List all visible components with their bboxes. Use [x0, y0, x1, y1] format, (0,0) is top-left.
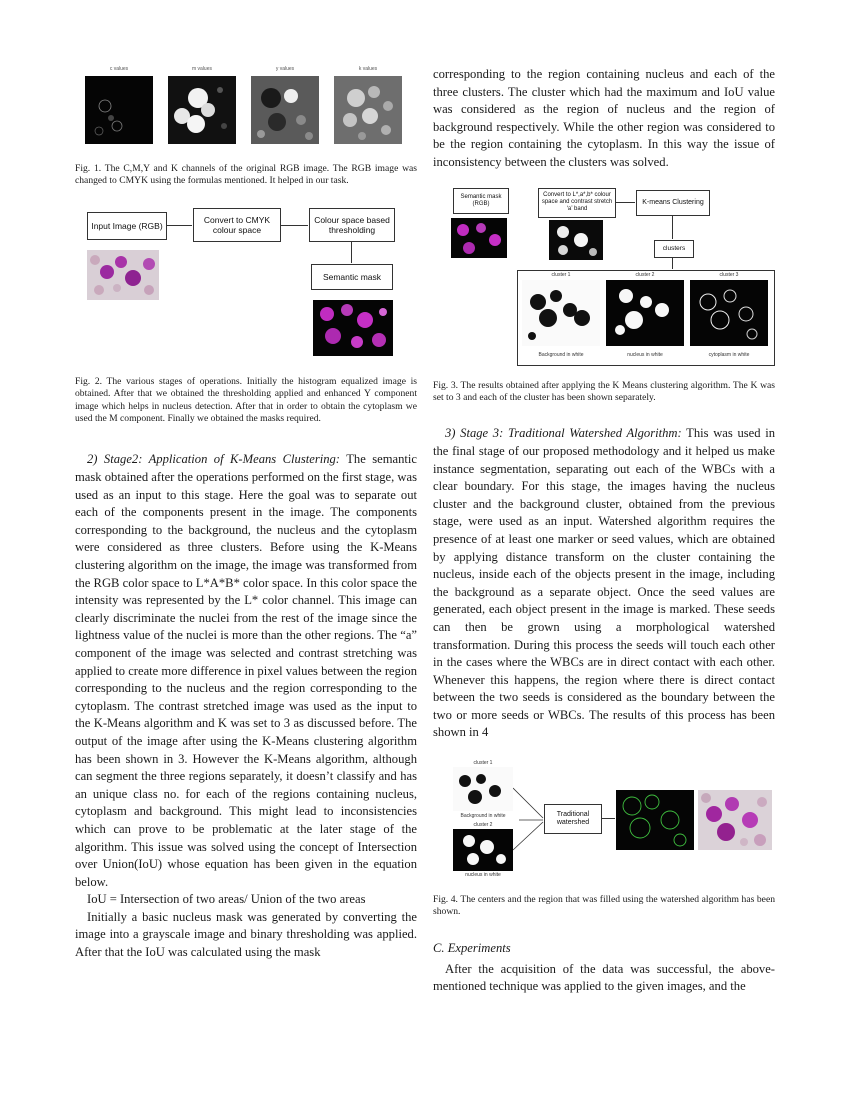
kmeans-label: K-means Clustering [642, 199, 704, 207]
cluster-3-title: cluster 3 [719, 271, 739, 278]
fig4-connector [513, 780, 545, 860]
fig4-bottom-title: cluster 2 [473, 822, 493, 829]
fig3-arrow-3 [672, 257, 673, 269]
fig3-contrast-image [549, 220, 603, 260]
stage3-paragraph [433, 425, 775, 742]
channel-label-m: m values [191, 66, 212, 72]
semantic-mask-label: Semantic mask [322, 271, 382, 282]
figure-1 [75, 66, 417, 158]
arrow-3 [351, 241, 352, 263]
watershed-box [544, 804, 602, 834]
stage2-paragraph [75, 451, 417, 891]
figure-4 [433, 760, 775, 882]
semantic-mask-rgb-label: Semantic mask (RGB) [460, 193, 502, 207]
fig3-semantic-mask-image [451, 218, 507, 258]
right-column [433, 66, 775, 996]
input-image-label: Input Image (RGB) [91, 220, 163, 231]
fig4-top-caption: Background in white [460, 813, 506, 820]
experiments-heading: C. Experiments [433, 940, 511, 955]
stage2-heading: 2) Stage2: Application of K-Means Clustering: [87, 452, 341, 467]
fig3-arrow-1 [615, 202, 635, 203]
cluster-3-caption: cytoplasm in white [708, 351, 750, 358]
figure-3 [433, 188, 775, 366]
c-channel-image [85, 76, 153, 144]
clusters-label: clusters [662, 245, 686, 253]
fig4-bottom-caption: nucleus in white [465, 872, 501, 879]
fig4-arrow [601, 818, 615, 819]
semantic-mask-box [311, 264, 393, 290]
fig4-cluster-1-image [453, 767, 513, 811]
figure-2 [75, 208, 417, 370]
kmeans-box [636, 190, 710, 216]
stage2-paragraph-3: Initially a basic nucleus mask was generated by converting the image into a grayscale image and binary thresholding was applied. After that the IoU was calculated using the mask [75, 909, 417, 960]
cluster-3-image [690, 280, 768, 346]
arrow-2 [280, 225, 308, 226]
iou-equation: IoU = Intersection of two areas/ Union of the two areas [87, 892, 366, 907]
cluster-2-image [606, 280, 684, 346]
experiments-paragraph: After the acquisition of the data was successful, the above-mentioned technique was applied to the given images, and the [433, 961, 775, 994]
fig3-arrow-2 [672, 215, 673, 239]
figure-3-caption: Fig. 3. The results obtained after applying the K Means clustering algorithm. The K was set to 3 and each of the cluster has been shown separately. [433, 379, 775, 403]
convert-lab-box [538, 188, 616, 218]
final-blood-smear-image [698, 790, 772, 850]
semantic-mask-image [313, 300, 393, 356]
input-blood-smear-image [87, 250, 159, 300]
figure-2-caption: Fig. 2. The various stages of operations. Initially the histogram equalized image is obtained. After that we obtained the thresholding applied and enhanced Y component image which helps in nucleus detection. After that in order to obtain the cytoplasm we used the M component. Finally we obtained the masks required. [75, 375, 417, 425]
channel-label-k: k values [358, 66, 378, 72]
fig4-top-title: cluster 1 [473, 760, 493, 767]
continued-paragraph: corresponding to the region containing nucleus and each of the three clusters. The cluster which had the maximum and IoU value was considered as the region of nucleus and the region of background respectively. While the other region was considered to be the region containing the cytoplasm. In this way the issue of inconsistency between the clusters was solved. [433, 67, 775, 169]
m-channel-image [168, 76, 236, 144]
stage3-heading: 3) Stage 3: Traditional Watershed Algorithm: [445, 426, 682, 441]
figure-4-caption: Fig. 4. The centers and the region that was filled using the watershed algorithm has been shown. [433, 894, 775, 918]
thresholding-box [309, 208, 395, 242]
input-image-box [87, 212, 167, 240]
arrow-1 [166, 225, 192, 226]
watershed-label: Traditional watershed [556, 811, 590, 827]
channel-label-y: y values [275, 66, 295, 72]
convert-lab-label: Convert to L*,a*,b* colour space and contrast stretch ‘a’ band [541, 192, 613, 213]
cluster-2-title: cluster 2 [635, 271, 655, 278]
k-channel-image [334, 76, 402, 144]
clusters-box [654, 240, 694, 258]
convert-cmyk-box [193, 208, 281, 242]
cluster-1-image [522, 280, 600, 346]
fig4-cluster-2-image [453, 829, 513, 871]
stage2-text: The semantic mask obtained after the operations performed on the first stage, was used as an input to this stage. Here the goal was to separate out each of the components present in the image. The components corresponding to the background, the nucleus and the cytoplasm were considered as three clusters. Before using the K-Means clustering algorithm on the image, the image was transformed from the RGB color space to L*A*B* color space. In this color space the intensity was represented by the L* color channel. This image can clearly discriminate the nuclei from the rest of the image since the lightness value of the nuclei is more than the other regions. The “a” component of the image was selected and contrast stretching was applied to create more difference in pixel values between the region corresponding to the nucleus and the region corresponding to the cytoplasm. The contrast stretched image was used as the input to the K-Means algorithm and K was set to 3 as discussed before. The output of the image after using the K-Means clustering algorithm has been shown in 3. However the K-Means algorithm, although can segment the three regions separately, it doesn’t classify and has an unique class no. for each of the regions containing nucleus, cytoplasm and background. This might lead to inconsistencies which can prove to be problematic at the later stage of the algorithm. This issue was solved using the concept of Intersection over Union(IoU) whose equation has been given in the equation below. [75, 452, 417, 889]
stage3-text: This was used in the final stage of our proposed methodology and it helped us make instance segmentation, separating out each of the WBCs with a clear boundary. For this stage, the images having the nucleus cluster and the background cluster, obtained from the previous stage, were used as an input. Watershed algorithm requires the presence of at least one marker or seed values, which are obtained by applying distance transform on the cluster containing the nucleus, inside each of the objects present in the image, including the background as a separate object. Once the seed values are generated, each object present in the image is marked. These seeds can then be grown using a morphological watershed transformation. During this process the seeds will touch each other in the cases where the WBCs are in direct contact with each other. Whenever this happens, the region where there is direct contact between the two seeds is considered as the boundary between the two or more seeds or WBCs. The results of this process has been shown in 4 [433, 426, 775, 740]
cluster-1-title: cluster 1 [551, 271, 571, 278]
figure-1-caption: Fig. 1. The C,M,Y and K channels of the original RGB image. The RGB image was changed to CMYK using the formulas mentioned. It helped in our task. [75, 163, 417, 187]
clusters-panel [517, 270, 775, 366]
cluster-1-caption: Background in white [538, 351, 584, 358]
left-column [75, 66, 417, 962]
semantic-mask-rgb-box [453, 188, 509, 214]
convert-cmyk-label: Convert to CMYK colour space [203, 214, 271, 235]
watershed-result-image [616, 790, 694, 850]
channel-label-c: c values [109, 66, 129, 72]
thresholding-label: Colour space based thresholding [314, 214, 390, 235]
y-channel-image [251, 76, 319, 144]
cluster-2-caption: nucleus in white [627, 351, 663, 358]
